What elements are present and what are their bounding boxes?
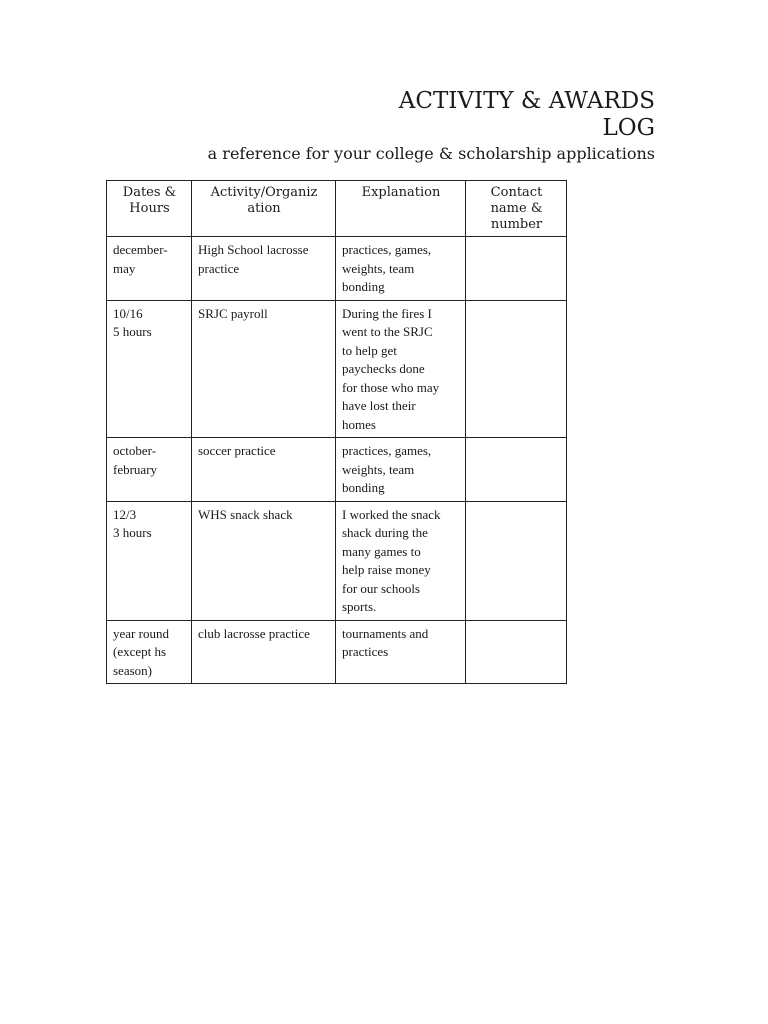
page-title: ACTIVITY & AWARDS LOG bbox=[398, 88, 655, 141]
table-row bbox=[107, 501, 567, 620]
activity-log-table bbox=[106, 180, 567, 684]
header-explanation: Explanation bbox=[336, 181, 466, 237]
table-row bbox=[107, 300, 567, 438]
cell-dates: year round (except hs season) bbox=[107, 620, 192, 684]
cell-contact bbox=[466, 438, 567, 502]
cell-contact bbox=[466, 620, 567, 684]
cell-explanation: practices, games, weights, team bonding bbox=[336, 438, 466, 502]
cell-activity: High School lacrosse practice bbox=[192, 237, 336, 301]
table-row bbox=[107, 620, 567, 684]
page-subtitle: a reference for your college & scholarship applications bbox=[207, 144, 655, 163]
cell-dates: december- may bbox=[107, 237, 192, 301]
cell-activity: SRJC payroll bbox=[192, 300, 336, 438]
cell-contact bbox=[466, 501, 567, 620]
cell-contact bbox=[466, 300, 567, 438]
cell-dates: october- february bbox=[107, 438, 192, 502]
cell-explanation: practices, games, weights, team bonding bbox=[336, 237, 466, 301]
cell-explanation: I worked the snack shack during the many games to help raise money for our schools sports. bbox=[336, 501, 466, 620]
header-dates-hours: Dates & Hours bbox=[107, 181, 192, 237]
cell-dates: 10/16 5 hours bbox=[107, 300, 192, 438]
cell-dates: 12/3 3 hours bbox=[107, 501, 192, 620]
table-row bbox=[107, 237, 567, 301]
cell-explanation: tournaments and practices bbox=[336, 620, 466, 684]
cell-activity: club lacrosse practice bbox=[192, 620, 336, 684]
cell-activity: soccer practice bbox=[192, 438, 336, 502]
cell-contact bbox=[466, 237, 567, 301]
table-header-row bbox=[107, 181, 567, 237]
cell-explanation: During the fires I went to the SRJC to help get paychecks done for those who may have lost their homes bbox=[336, 300, 466, 438]
table-row bbox=[107, 438, 567, 502]
header-activity-organization: Activity/Organiz ation bbox=[192, 181, 336, 237]
header-contact: Contact name & number bbox=[466, 181, 567, 237]
title-block bbox=[95, 88, 655, 164]
cell-activity: WHS snack shack bbox=[192, 501, 336, 620]
